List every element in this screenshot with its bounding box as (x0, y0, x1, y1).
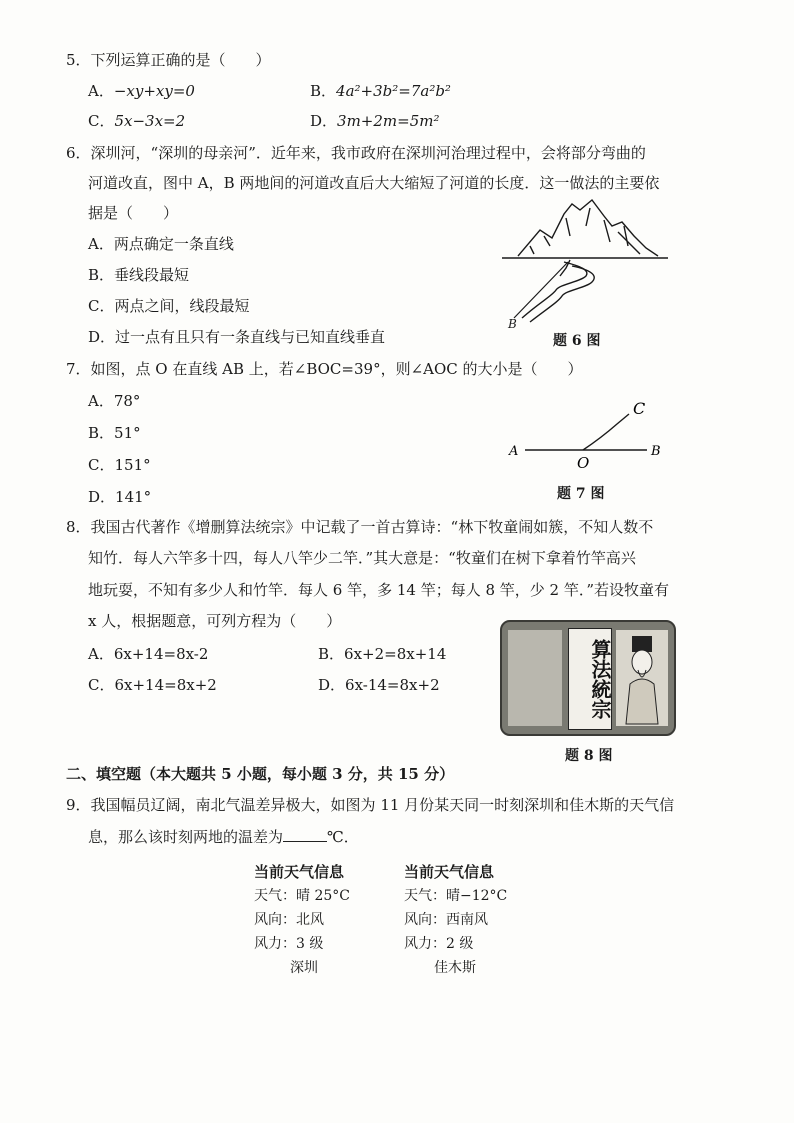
weather-wind-force: 风力：2 级 (404, 936, 474, 952)
q9-answer-blank[interactable] (283, 827, 327, 842)
q5-option-c: C．5x−3x=2 (88, 112, 186, 130)
q5-option-d: D．3m+2m=5m² (310, 112, 440, 130)
weather-wind-direction: 风向：西南风 (404, 912, 488, 928)
q6-option-c: C．两点之间，线段最短 (88, 297, 250, 315)
q6-stem-line3: 据是（ ） (88, 204, 179, 222)
q8-stem-line2: 知竹．每人六竿多十四，每人八竿少二竿．”其大意是：“牧童们在树下拿着竹竿高兴 (88, 549, 636, 567)
q8-option-c: C．6x+14=8x+2 (88, 676, 217, 694)
q6-option-b: B．垂线段最短 (88, 266, 190, 284)
q7-stem: 7．如图，点 O 在直线 AB 上，若∠BOC=39°，则∠AOC 的大小是（ ） (66, 360, 583, 378)
section-2-heading: 二、填空题（本大题共 5 小题，每小题 3 分，共 15 分） (66, 765, 455, 783)
weather-heading: 当前天气信息 (254, 863, 345, 881)
q6-caption: 题 6 图 (553, 333, 601, 349)
q6-figure-point-b: B (508, 317, 517, 331)
weather-wind-force: 风力：3 级 (254, 936, 324, 952)
q5-option-a: A．−xy+xy=0 (88, 82, 195, 100)
weather-heading: 当前天气信息 (404, 863, 495, 881)
q6-stem-line1: 6．深圳河，“深圳的母亲河”．近年来，我市政府在深圳河治理过程中，会将部分弯曲的 (66, 144, 646, 162)
q6-option-a: A．两点确定一条直线 (88, 235, 234, 253)
q5-option-b: B．4a²+3b²=7a²b² (310, 82, 451, 100)
q7-label-o: O (577, 454, 590, 472)
weather-wind-direction: 风向：北风 (254, 912, 324, 928)
q5-stem: 5．下列运算正确的是（ ） (66, 51, 271, 69)
q8-caption: 题 8 图 (565, 748, 613, 764)
q7-option-d: D．141° (88, 488, 152, 506)
q7-label-c: C (633, 399, 646, 418)
q6-stem-line2: 河道改直，图中 A，B 两地间的河道改直后大大缩短了河道的长度．这一做法的主要依 (88, 174, 660, 192)
weather-condition: 天气：晴−12°C (404, 888, 508, 904)
weather-condition: 天气：晴 25°C (254, 888, 350, 904)
q6-mountain-river-figure (500, 196, 670, 336)
q7-option-a: A．78° (88, 392, 141, 410)
q9-stem-line1: 9．我国幅员辽阔，南北气温差异极大，如图为 11 月份某天同一时刻深圳和佳木斯的天气信 (66, 796, 675, 814)
weather-card-shenzhen (254, 860, 350, 980)
q8-book-title: 算法統宗 (568, 628, 612, 730)
weather-card-jiamusi (404, 860, 507, 980)
q8-stem-line4: x 人，根据题意，可列方程为（ ） (88, 612, 342, 630)
q6-option-d: D．过一点有且只有一条直线与已知直线垂直 (88, 328, 386, 346)
q8-option-b: B．6x+2=8x+14 (318, 645, 447, 663)
q7-angle-figure (505, 398, 675, 473)
q7-caption: 题 7 图 (557, 486, 605, 502)
weather-city: 深圳 (290, 960, 318, 976)
q8-option-a: A．6x+14=8x-2 (88, 645, 209, 663)
q7-option-c: C．151° (88, 456, 151, 474)
weather-city: 佳木斯 (434, 960, 476, 976)
q7-label-b: B (651, 444, 661, 459)
q8-book-cover-image (500, 620, 676, 736)
q8-stem-line1: 8．我国古代著作《增删算法统宗》中记载了一首古算诗：“林下牧童闹如簇，不知人数不 (66, 518, 654, 536)
q8-option-d: D．6x-14=8x+2 (318, 676, 440, 694)
q8-stem-line3: 地玩耍，不知有多少人和竹竿．每人 6 竿，多 14 竿；每人 8 竿，少 2 竿．”若设牧童有 (88, 581, 670, 599)
q7-label-a: A (509, 444, 519, 459)
q9-stem-line2: 息，那么该时刻两地的温差为 ℃． (88, 828, 359, 846)
q7-option-b: B．51° (88, 424, 141, 442)
